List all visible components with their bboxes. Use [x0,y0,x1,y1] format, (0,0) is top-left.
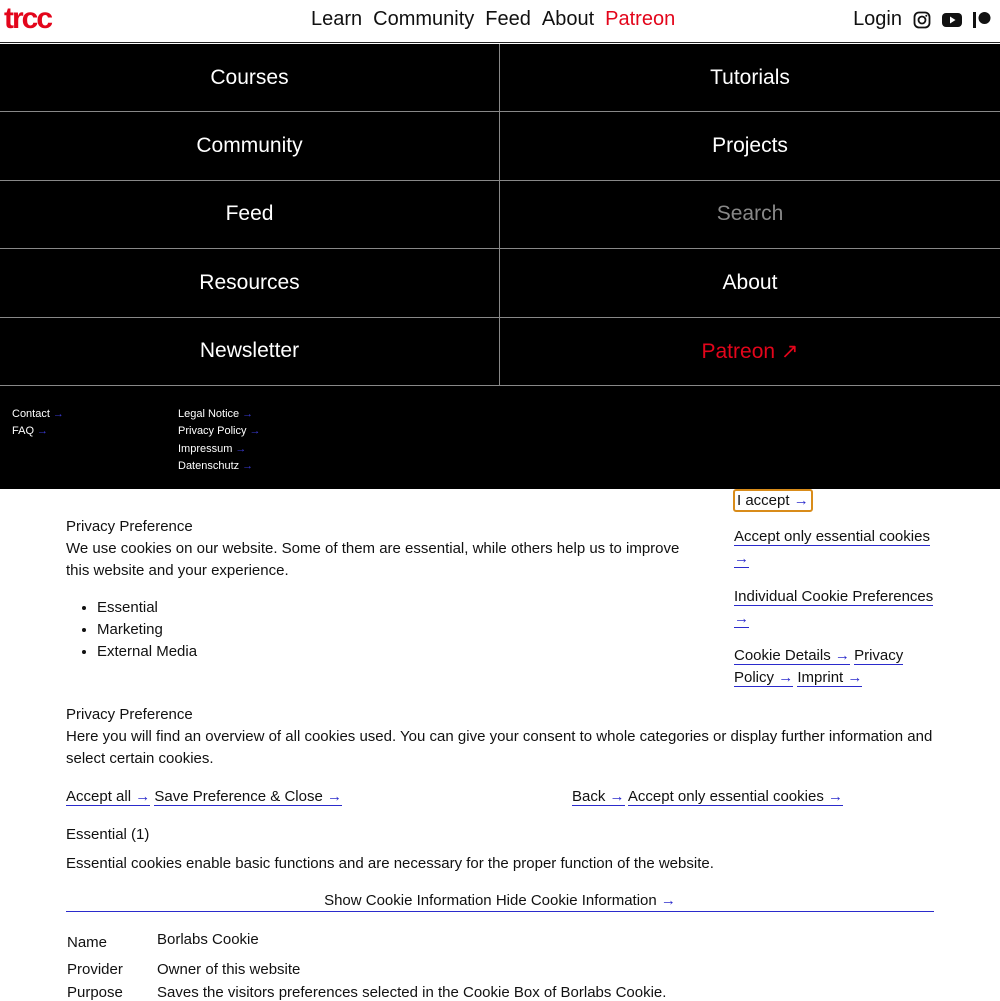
menu-projects[interactable]: Projects [500,112,1000,180]
individual-prefs-label: Individual Cookie Preferences [734,588,934,605]
cookie-row-name [67,931,259,951]
footer-link-privacy-policy[interactable] [178,425,260,442]
accept-all-link[interactable] [66,788,150,806]
hide-cookie-info-label: Hide Cookie Information [495,892,657,909]
divider [66,911,934,912]
menu-search[interactable]: Search [500,181,1000,249]
individual-prefs-link[interactable] [734,588,933,628]
footer-col-1 [12,408,64,443]
privacy-overview-text: Here you will find an overview of all cookies used. You can give your consent to whole categories or display further information and select certain cookies. [66,728,933,767]
footer-link-datenschutz[interactable] [178,460,260,477]
main-nav [311,8,675,31]
preference-actions-left [66,786,342,808]
arrow-right-icon: → [847,669,863,686]
cookie-info-toggle [66,890,934,912]
site-logo[interactable]: trcc [4,2,52,35]
footer-link-label: Privacy Policy [178,425,247,438]
arrow-right-icon: → [834,647,850,664]
footer-link-label: Impressum [178,442,233,455]
accept-button[interactable] [733,489,813,512]
cookie-provider-label: Provider [67,961,123,978]
cookie-details-link[interactable] [734,647,850,665]
category-item: • Essential [97,597,696,619]
footer-link-label: Datenschutz [178,460,240,473]
cookie-provider-value: Owner of this website [157,961,301,978]
privacy-title: Privacy Preference [66,518,193,535]
nav-learn[interactable]: Learn [311,8,363,30]
nav-community[interactable]: Community [373,8,475,30]
nav-feed[interactable]: Feed [485,8,531,30]
menu-newsletter[interactable]: Newsletter [0,318,500,386]
privacy-policy-label: Privacy Policy [734,647,904,686]
individual-prefs-wrap [734,586,944,630]
accept-essential-label: Accept only essential cookies [734,528,930,545]
save-close-label: Save Preference & Close [154,788,323,805]
accept-essential-wrap [734,526,944,570]
accept-label: I accept [737,492,790,509]
footer-link-label: FAQ [12,425,35,438]
menu-tutorials[interactable]: Tutorials [500,44,1000,112]
site-header [0,0,1000,43]
footer-link-faq[interactable] [12,425,64,442]
category-item: • Marketing [97,619,696,641]
menu-courses[interactable]: Courses [0,44,500,112]
privacy-title-2: Privacy Preference [66,706,193,723]
nav-patreon[interactable]: Patreon [605,8,676,30]
imprint-label: Imprint [797,669,844,686]
arrow-right-icon: → [793,492,809,509]
instagram-icon[interactable] [912,10,932,30]
accept-essential-link-2[interactable] [628,788,843,806]
arrow-right-icon: → [242,460,254,473]
menu-footer [0,386,1000,489]
nav-about[interactable]: About [541,8,595,30]
show-cookie-info-link[interactable]: Show Cookie Information [324,892,492,909]
menu-about[interactable]: About [500,249,1000,317]
menu-community[interactable]: Community [0,112,500,180]
login-link[interactable]: Login [853,8,902,30]
cookie-purpose-label: Purpose [67,984,123,1001]
arrow-right-icon: → [660,892,676,909]
arrow-right-icon: → [609,788,625,805]
cookie-details-label: Cookie Details [734,647,831,664]
footer-link-label: Legal Notice [178,408,240,420]
cookie-detail-links [734,645,944,689]
menu-patreon[interactable]: Patreon ↗ [500,318,1000,386]
accept-essential-label-2: Accept only essential cookies [627,788,824,805]
arrow-right-icon: → [242,408,254,420]
menu-grid [0,44,1000,386]
footer-link-contact[interactable] [12,408,64,425]
cookie-purpose-value: Saves the visitors preferences selected in the Cookie Box of Borlabs Cookie. [157,984,667,1001]
footer-link-label: Contact [12,408,50,420]
cookie-row-purpose [67,984,666,1001]
header-right [853,8,992,31]
footer-link-impressum[interactable] [178,443,260,460]
preference-actions-right [572,786,843,808]
footer-col-2 [178,408,260,478]
accept-all-label: Accept all [66,788,132,805]
patreon-icon[interactable] [972,10,992,30]
arrow-right-icon: → [326,788,342,805]
save-close-link[interactable] [154,788,342,806]
essential-description: Essential cookies enable basic functions and are necessary for the proper function of the website. [66,855,714,872]
youtube-icon[interactable] [942,10,962,30]
accept-essential-link[interactable] [734,528,930,568]
arrow-right-icon: → [778,669,794,686]
cookie-name-value: Borlabs Cookie [157,931,259,948]
cookie-name-label: Name [67,934,108,951]
category-list [97,597,696,663]
arrow-right-icon: → [734,610,749,627]
footer-link-legal-notice[interactable] [178,408,260,425]
arrow-right-icon: → [827,788,843,805]
arrow-right-icon: → [135,788,151,805]
imprint-link[interactable] [797,669,862,687]
arrow-right-icon: → [235,442,247,455]
arrow-right-icon: → [52,408,64,420]
arrow-right-icon: → [734,550,749,567]
category-item: • External Media [97,641,696,663]
cookie-row-provider [67,961,300,978]
back-label: Back [572,788,606,805]
privacy-intro [66,516,696,663]
menu-feed[interactable]: Feed [0,181,500,249]
hide-cookie-info-link[interactable] [496,892,676,909]
arrow-right-icon: → [37,425,49,438]
menu-resources[interactable]: Resources [0,249,500,317]
privacy-intro-text: We use cookies on our website. Some of them are essential, while others help us to improve this website and your experience. [66,540,680,579]
back-link[interactable] [572,788,625,806]
essential-heading: Essential (1) [66,826,150,843]
cookie-box [0,489,1000,1000]
privacy-overview [66,704,934,770]
arrow-right-icon: → [249,425,261,438]
